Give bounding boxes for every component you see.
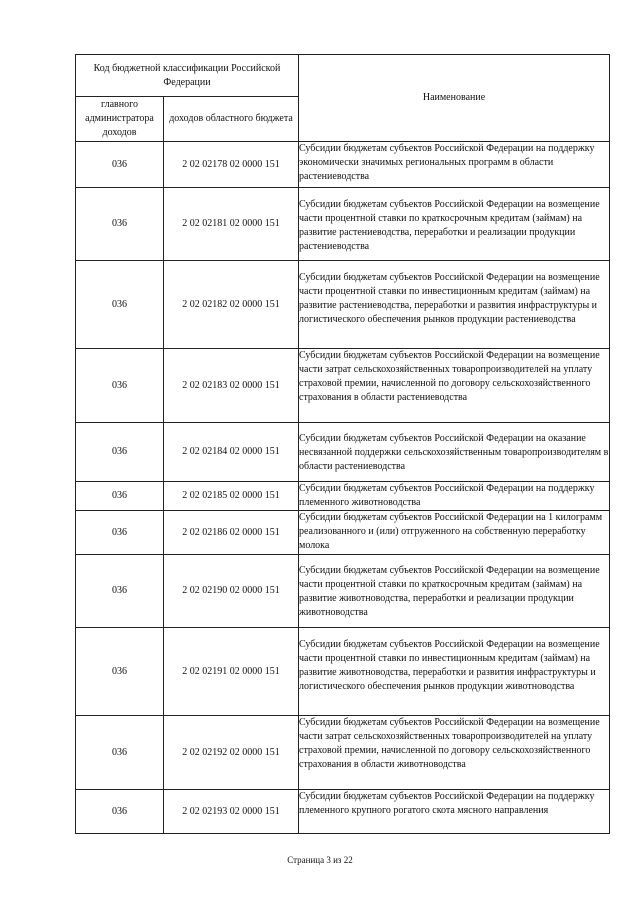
name-cell: Субсидии бюджетам субъектов Российской Федерации на поддержку племенного животноводства [299, 482, 610, 511]
admin-code-cell: 036 [76, 555, 164, 628]
table-row [76, 142, 610, 188]
income-code-cell: 2 02 02178 02 0000 151 [164, 142, 299, 188]
income-code-cell: 2 02 02190 02 0000 151 [164, 555, 299, 628]
name-header: Наименование [299, 55, 610, 142]
admin-code-cell: 036 [76, 423, 164, 482]
admin-code-cell: 036 [76, 261, 164, 349]
income-code-cell: 2 02 02182 02 0000 151 [164, 261, 299, 349]
name-cell: Субсидии бюджетам субъектов Российской Федерации на поддержку экономически значимых региональных программ в области растениеводства [299, 142, 610, 188]
budget-classification-table [75, 54, 610, 834]
table-row [76, 555, 610, 628]
table-row [76, 716, 610, 790]
table-row [76, 790, 610, 834]
name-cell: Субсидии бюджетам субъектов Российской Федерации на оказание несвязанной поддержки сельскохозяйственным товаропроизводителям в области растениеводства [299, 423, 610, 482]
admin-code-cell: 036 [76, 628, 164, 716]
admin-code-cell: 036 [76, 482, 164, 511]
table-row [76, 188, 610, 261]
income-code-cell: 2 02 02181 02 0000 151 [164, 188, 299, 261]
admin-code-cell: 036 [76, 511, 164, 555]
name-cell: Субсидии бюджетам субъектов Российской Федерации на возмещение части затрат сельскохозяйственных товаропроизводителей на уплату страховой премии, начисленной по договору сельскохозяйственного страхования в области животноводства [299, 716, 610, 790]
page-number: Страница 3 из 22 [287, 855, 353, 865]
income-code-cell: 2 02 02186 02 0000 151 [164, 511, 299, 555]
name-cell: Субсидии бюджетам субъектов Российской Федерации на возмещение части процентной ставки по инвестиционным кредитам (займам) на развитие растениеводства, переработки и развития инфраструктуры и логистического обеспечения рынков продукции растениеводства [299, 261, 610, 349]
income-code-cell: 2 02 02191 02 0000 151 [164, 628, 299, 716]
name-cell: Субсидии бюджетам субъектов Российской Федерации на поддержку племенного крупного рогатого скота мясного направления [299, 790, 610, 834]
name-cell: Субсидии бюджетам субъектов Российской Федерации на 1 килограмм реализованного и (или) отгруженного на собственную переработку молока [299, 511, 610, 555]
table-row [76, 349, 610, 423]
table-row [76, 628, 610, 716]
admin-code-cell: 036 [76, 790, 164, 834]
admin-code-cell: 036 [76, 716, 164, 790]
table-row [76, 511, 610, 555]
admin-code-cell: 036 [76, 142, 164, 188]
kbk-header: Код бюджетной классификации Российской Федерации [76, 55, 299, 97]
income-code-cell: 2 02 02192 02 0000 151 [164, 716, 299, 790]
admin-code-cell: 036 [76, 349, 164, 423]
admin-code-cell: 036 [76, 188, 164, 261]
name-cell: Субсидии бюджетам субъектов Российской Федерации на возмещение части процентной ставки по инвестиционным кредитам (займам) на развитие животноводства, переработки и развития инфраструктуры и логистического обеспечения рынков продукции животноводства [299, 628, 610, 716]
name-cell: Субсидии бюджетам субъектов Российской Федерации на возмещение части процентной ставки по краткосрочным кредитам (займам) на развитие растениеводства, переработки и реализации продукции растениеводства [299, 188, 610, 261]
income-code-cell: 2 02 02193 02 0000 151 [164, 790, 299, 834]
income-code-cell: 2 02 02185 02 0000 151 [164, 482, 299, 511]
name-cell: Субсидии бюджетам субъектов Российской Федерации на возмещение части затрат сельскохозяйственных товаропроизводителей на уплату страховой премии, начисленной по договору сельскохозяйственного страхования в области растениеводства [299, 349, 610, 423]
income-header: доходов областного бюджета [164, 97, 299, 142]
table-row [76, 423, 610, 482]
income-code-cell: 2 02 02183 02 0000 151 [164, 349, 299, 423]
table-row [76, 482, 610, 511]
income-code-cell: 2 02 02184 02 0000 151 [164, 423, 299, 482]
admin-header: главного администратора доходов [76, 97, 164, 142]
table-row [76, 261, 610, 349]
name-cell: Субсидии бюджетам субъектов Российской Федерации на возмещение части процентной ставки по краткосрочным кредитам (займам) на развитие животноводства, переработки и реализации продукции животноводства [299, 555, 610, 628]
